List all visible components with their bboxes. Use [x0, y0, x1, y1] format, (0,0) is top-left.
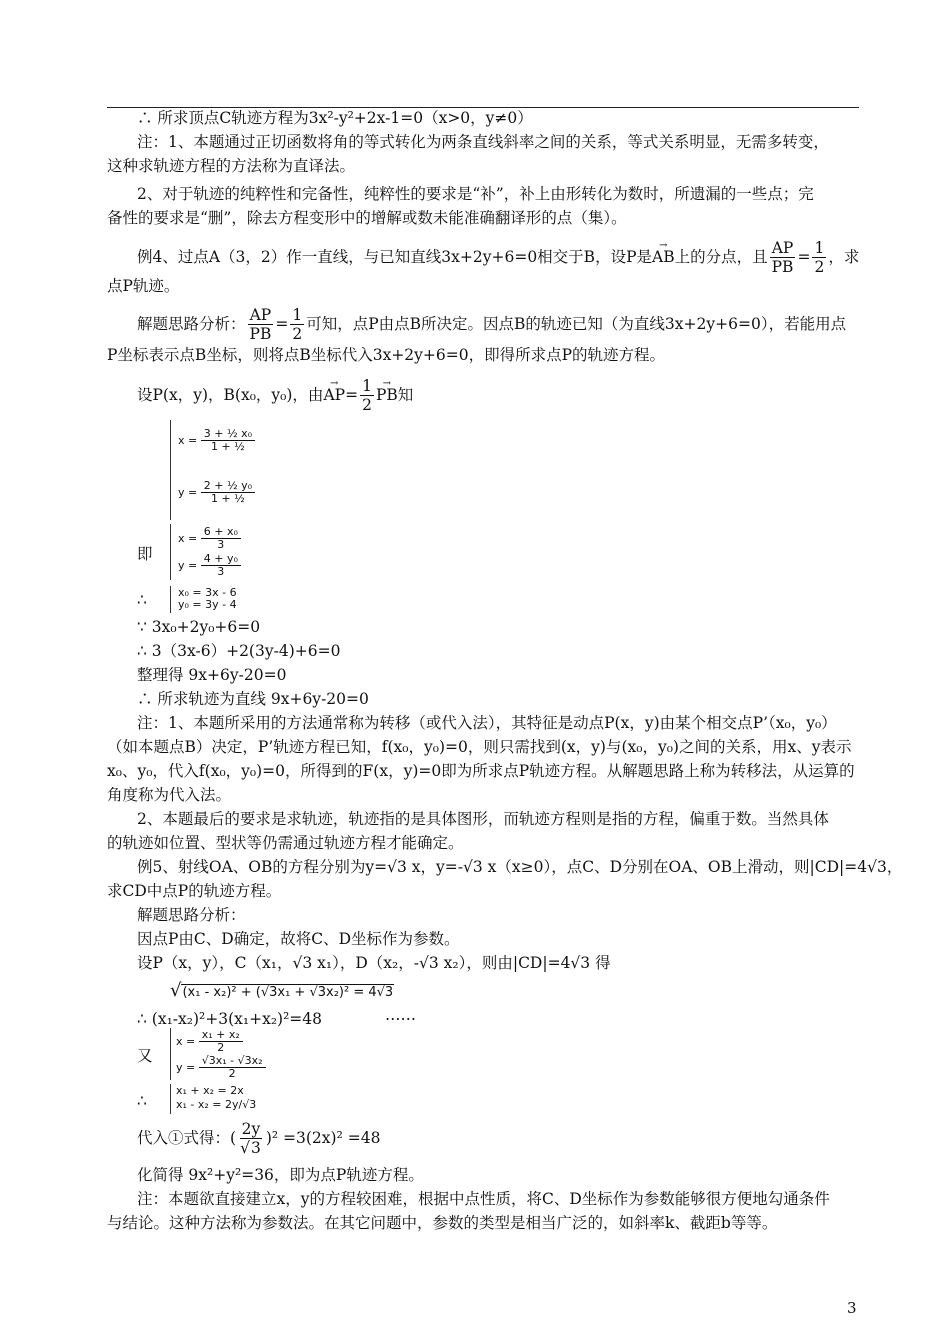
frac-num: 2 + ½ y₀ — [201, 480, 255, 493]
note5-line2: 与结论。这种方法称为参数法。在其它问题中，参数的类型是相当广泛的，如斜率k、截距b等等。 — [107, 1214, 778, 1232]
simplify-line: 整理得 9x+6y-20=0 — [137, 666, 287, 684]
eq-lhs: x = — [176, 1034, 196, 1048]
note4-line2: 的轨迹如位置、型状等仍需通过轨迹方程才能确定。 — [107, 834, 464, 852]
frac-den: 3 — [217, 538, 225, 551]
frac-num: AP — [249, 305, 272, 324]
distance-radicand: (x₁ - x₂)² + (√3x₁ + √3x₂)² = 4√3 — [182, 985, 394, 1000]
example5-line1: 例5、射线OA、OB的方程分别为y=√3 x，y=-√3 x（x≥0），点C、D分别在OA、OB上滑动，则|CD|=4√3， — [137, 858, 903, 876]
frac-den: 2 — [217, 1041, 225, 1054]
substitute-label: 代入①式得： — [137, 1129, 231, 1147]
result-line: ∴ 所求轨迹为直线 9x+6y-20=0 — [137, 690, 369, 708]
example5-line2: 求CD中点P的轨迹方程。 — [107, 882, 282, 900]
sqrt-radicand: 3 — [250, 1138, 261, 1157]
system2-x-frac — [201, 526, 241, 551]
analysis2-label: 解题思路分析： — [137, 906, 246, 924]
analysis1-line1: 解题思路分析： $\frac{AP}{PB}$ = $\frac{1}{2}$ 可知，点P由点B所决定。因点B的轨迹已知（为直线3x+2y+6=0），若能用点 — [137, 305, 847, 343]
setup1-line: 设P(x，y)，B(x₀，y₀)，由 → AP = $\frac{1}{2}$ → PB 知 — [137, 375, 413, 415]
vector-ab: → AB — [652, 246, 675, 268]
frac-num: 1 — [814, 238, 825, 257]
note3-line4: 角度称为代入法。 — [107, 786, 232, 804]
system3-y: y₀ = 3y - 4 — [178, 598, 237, 611]
system3-x: x₀ = 3x - 6 — [178, 586, 237, 599]
frac-num: 3 + ½ x₀ — [201, 428, 255, 441]
frac-den: PB — [771, 257, 794, 276]
ellipsis-marker: …… — [385, 1006, 416, 1024]
note3-line2: （如本题点B）决定，P’轨迹方程已知，f(x₀，y₀)=0，则只需找到(x，y)与(x₀，y₀)之间的关系，用x、y表示 — [107, 738, 852, 756]
system1-x — [178, 428, 255, 453]
analysis-label: 解题思路分析： — [137, 315, 246, 333]
system2-y — [178, 553, 241, 578]
system1-brace — [170, 420, 171, 520]
note1-line1: 注：1、本题通过正切函数将角的等式转化为两条直线斜率之间的关系，等式关系明显，无需多转变， — [137, 133, 829, 151]
you-label: 又 — [137, 1047, 153, 1065]
note1-line2: 这种求轨迹方程的方法称为直译法。 — [107, 157, 356, 175]
frac-num: 4 + y₀ — [201, 553, 241, 566]
eq-lhs: x = — [178, 531, 198, 545]
frac-2y-sqrt3 — [238, 1120, 264, 1157]
ratio-ap-pb — [248, 306, 274, 343]
example4-line2: 点P轨迹。 — [107, 277, 180, 295]
frac-num: x₁ + x₂ — [199, 1029, 243, 1042]
example4-text-a: 例4、过点A（3，2）作一直线，与已知直线3x+2y+6=0相交于B，设P是 — [137, 248, 653, 266]
analysis2-text: 因点P由C、D确定，故将C、D坐标作为参数。 — [137, 930, 460, 948]
eq-lhs: y = — [178, 558, 198, 572]
line-locus-c: ∴ 所求顶点C轨迹方程为3x²-y²+2x-1=0（x>0，y≠0） — [137, 109, 533, 127]
simplify2-line: 化简得 9x²+y²=36，即为点P轨迹方程。 — [137, 1166, 424, 1184]
system1-y — [178, 480, 255, 505]
frac-den: 2 — [228, 1067, 236, 1080]
frac-num: √3x₁ - √3x₂ — [199, 1055, 266, 1068]
frac-num: 6 + x₀ — [201, 526, 241, 539]
note2-line1: 2、对于轨迹的纯粹性和完备性，纯粹性的要求是“补”，补上由形转化为数时，所遗漏的一些点；完 — [137, 185, 814, 203]
frac-den: 2 — [292, 324, 303, 343]
system5-b: x₁ - x₂ = 2y/√3 — [176, 1098, 257, 1111]
setup-text: 设P(x，y)，B(x₀，y₀)，由 — [137, 386, 324, 404]
system1-y-frac — [201, 480, 255, 505]
frac-den: 3 — [217, 565, 225, 578]
frac-den: PB — [249, 324, 272, 343]
vector-ap: → AP — [323, 384, 345, 406]
substitution-line: ∴ 3（3x-6）+2(3y-4)+6=0 — [137, 642, 341, 660]
eq-lhs: y = — [178, 485, 198, 499]
because-line: ∵ 3x₀+2y₀+6=0 — [137, 618, 261, 636]
example4-text-b: 上的分点，且 — [674, 248, 768, 266]
ji-label: 即 — [137, 545, 153, 563]
setup-text-end: 知 — [397, 386, 414, 404]
system4-brace — [170, 1028, 171, 1080]
frac-num: 2y — [241, 1119, 261, 1138]
note3-line1: 注：1、本题所采用的方法通常称为转移（或代入法），其特征是动点P(x，y)由某个相交点P’（x₀，y₀） — [137, 714, 837, 732]
frac-den: 2 — [814, 257, 825, 276]
frac-den: √3 — [240, 1138, 261, 1157]
frac-num: 1 — [292, 305, 303, 324]
therefore-symbol-2: ∴ — [137, 1092, 147, 1110]
ratio-half — [290, 306, 304, 343]
analysis-text: 可知，点P由点B所决定。因点B的轨迹已知（为直线3x+2y+6=0），若能用点 — [306, 315, 847, 333]
frac-den: 1 + ½ — [210, 440, 245, 453]
frac-den: 1 + ½ — [210, 492, 245, 505]
substitute-equation: )² =3(2x)² =48 — [265, 1129, 381, 1147]
eq-lhs: y = — [176, 1060, 196, 1074]
example4-text-c: ，求 — [828, 248, 860, 266]
frac-num: 1 — [362, 376, 372, 395]
distance-equation: √(x₁ - x₂)² + (√3x₁ + √3x₂)² = 4√3 — [170, 980, 394, 1001]
system4-x-frac — [199, 1029, 243, 1054]
system2-x — [178, 526, 241, 551]
note5-line1: 注：本题欲直接建立x，y的方程较困难，根据中点性质，将C、D坐标作为参数能够很方便地勾通条件 — [137, 1190, 830, 1208]
system2-y-frac — [201, 553, 241, 578]
example4-line1: 例4、过点A（3，2）作一直线，与已知直线3x+2y+6=0相交于B，设P是 → AB 上的分点，且 $\frac{AP}{PB}$ = $\frac{1}{2}$ ，求 — [137, 237, 859, 277]
frac-num: AP — [771, 238, 794, 257]
system3-brace — [170, 586, 171, 613]
system2-brace — [170, 524, 171, 580]
note4-line1: 2、本题最后的要求是求轨迹，轨迹指的是具体图形，而轨迹方程则是指的方程，偏重于数。当然具体 — [137, 810, 829, 828]
ratio-ap-pb — [770, 239, 796, 276]
substitute-line: 代入①式得： ( $\frac{2y}{√3}$ )² =3(2x)² =48 — [137, 1119, 381, 1157]
equation1-line: ∴ (x₁-x₂)²+3(x₁+x₂)²=48 — [137, 1010, 323, 1028]
setup2-line: 设P（x，y），C（x₁，√3 x₁），D（x₂，-√3 x₂），则由|CD|=4√3 得 — [137, 954, 611, 972]
ratio-half — [360, 377, 374, 414]
vector-pb: → PB — [376, 384, 398, 406]
frac-den: 2 — [362, 395, 372, 414]
eq-lhs: x = — [178, 433, 198, 447]
note3-line3: x₀、y₀，代入f(x₀，y₀)=0，所得到的F(x，y)=0即为所求点P轨迹方程。从解题思路上称为转移法，从运算的 — [107, 762, 855, 780]
system5-brace — [170, 1084, 171, 1114]
therefore-symbol: ∴ — [137, 591, 147, 609]
ratio-half — [812, 239, 826, 276]
system4-y — [176, 1055, 266, 1080]
system4-y-frac — [199, 1055, 266, 1080]
page-number: 3 — [847, 1299, 857, 1317]
system5-a: x₁ + x₂ = 2x — [176, 1084, 244, 1097]
note2-line2: 备性的要求是“删”，除去方程变形中的增解或数未能准确翻译形的点（集）。 — [107, 209, 627, 227]
system1-x-frac — [201, 428, 255, 453]
analysis1-line2: P坐标表示点B坐标，则将点B坐标代入3x+2y+6=0，即得所求点P的轨迹方程。 — [107, 346, 666, 364]
system4-x — [176, 1029, 243, 1054]
